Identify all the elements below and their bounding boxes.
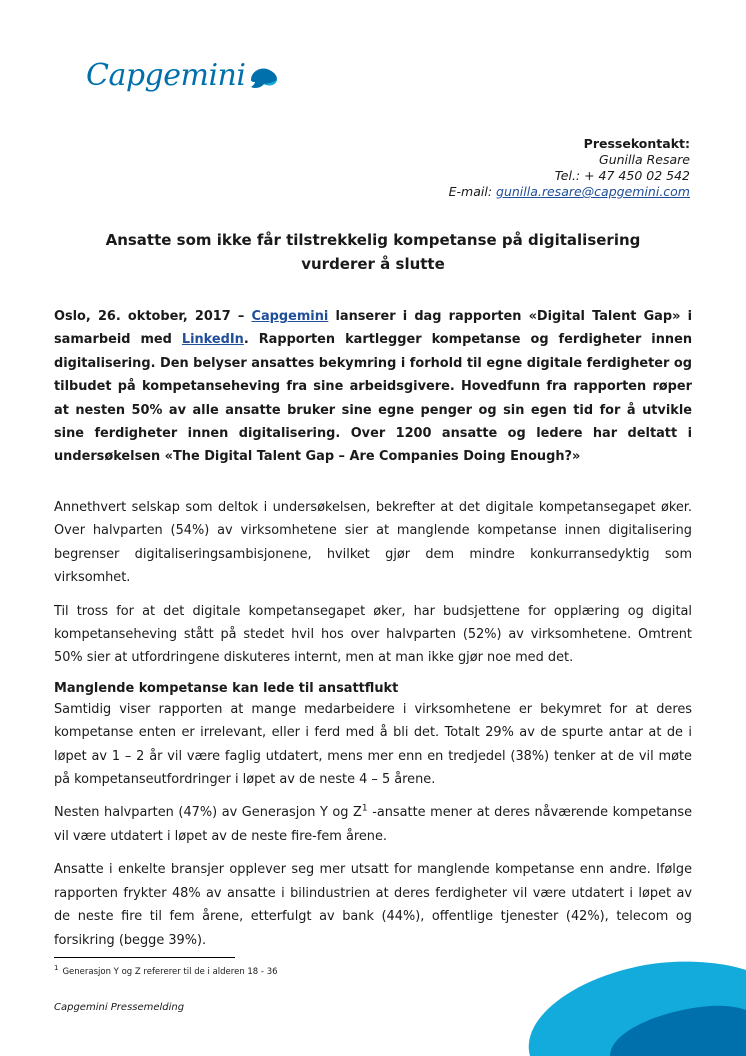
p4-text-b: -ansatte mener at deres nåværende kompetanse vil være utdatert i løpet av de neste fire-fem årene. [54, 805, 692, 844]
paragraph-3: Samtidig viser rapporten at mange medarbeidere i virksomhetene er bekymret for at deres kompetanse enten er irrelevant, eller i ferd med å bli det. Totalt 29% av de spurte antar at de i løpet av 1 – 2 år vil være faglig utdatert, mens mer enn en tredjedel (38%) tenker at de vil møte på kompetanseutfordringer i løpet av de neste 4 – 5 årene. [54, 701, 692, 788]
footnote-mark: 1 [54, 964, 59, 973]
footnote-text: Generasjon Y og Z refererer til de i alderen 18 - 36 [62, 967, 278, 977]
contact-email-line [449, 184, 690, 200]
capgemini-link[interactable]: Capgemini [251, 309, 329, 324]
subheading: Manglende kompetanse kan lede til ansattflukt [54, 680, 399, 696]
paragraph-1: Annethvert selskap som deltok i undersøkelsen, bekrefter at det digitale kompetansegapet øker. Over halvparten (54%) av virksomhetene sier at manglende kompetanse innen digitalisering begrenser digitaliseringsambisjonene, hvilket gjør dem mindre konkurransedyktig som virksomhet. [54, 500, 692, 586]
p4-text-a: Nesten halvparten (47%) av Generasjon Y og Z [54, 805, 362, 821]
paragraph-5: Ansatte i enkelte bransjer opplever seg mer utsatt for manglende kompetanse enn andre. Ifølge rapporten frykter 48% av ansatte i bilindustrien at deres ferdigheter vil være utdatert i løpet av de neste fire til fem årene, etterfulgt av bank (44%), offentlige tjenester (42%), telecom og forsikring (begge 39%). [54, 862, 692, 948]
lead-text-1: Oslo, 26. oktober, 2017 – [54, 309, 252, 324]
email-link[interactable]: gunilla.resare@capgemini.com [496, 184, 690, 199]
body-text [54, 496, 692, 962]
paragraph-2: Til tross for at det digitale kompetansegapet øker, har budsjettene for opplæring og digital kompetanseheving stått på stedet hvil hos over halvparten (52%) av virksomhetene. Omtrent 50% sier at utfordringene diskuteres internt, men at man ikke gjør noe med det. [54, 603, 692, 666]
contact-title: Pressekontakt: [583, 136, 690, 151]
title-line-1: Ansatte som ikke får tilstrekkelig kompetanse på digitalisering [105, 231, 641, 249]
footnote-ref: 1 [361, 804, 368, 815]
footnote [54, 966, 278, 978]
decorative-waves [460, 940, 746, 1056]
lead-text-2: lanserer i dag rapporten «Digital Talent Gap» i samarbeid med [54, 309, 692, 348]
lead-paragraph [54, 305, 692, 469]
lead-text-3: . Rapporten kartlegger kompetanse og ferdigheter innen digitalisering. Den belyser ansattes bekymring i forhold til egne digitale ferdigheter og tilbudet på kompetanseheving fra sine arbeidsgivere. Hovedfunn fra rapporten røper at nesten 50% av alle ansatte bruker sine egne penger og sin egen tid for å utvikle sine ferdigheter innen digitalisering. Over 1200 ansatte og ledere har deltatt i undersøkelsen «The Digital Talent Gap – Are Companies Doing Enough?» [54, 332, 693, 465]
logo-wordmark: Capgemini [86, 58, 246, 93]
capgemini-logo [86, 58, 281, 93]
footer-label: Capgemini Pressemelding [54, 1002, 185, 1013]
contact-name: Gunilla Resare [599, 152, 690, 167]
contact-phone: Tel.: + 47 450 02 542 [554, 168, 690, 183]
paragraph-4 [54, 801, 692, 848]
linkedin-link[interactable]: LinkedIn [181, 332, 244, 348]
footnote-divider [54, 957, 235, 958]
title-line-2: vurderer å slutte [301, 255, 445, 273]
email-label: E-mail: [448, 184, 497, 199]
spade-icon [247, 65, 281, 91]
press-contact [449, 136, 690, 200]
page-title [0, 228, 746, 276]
